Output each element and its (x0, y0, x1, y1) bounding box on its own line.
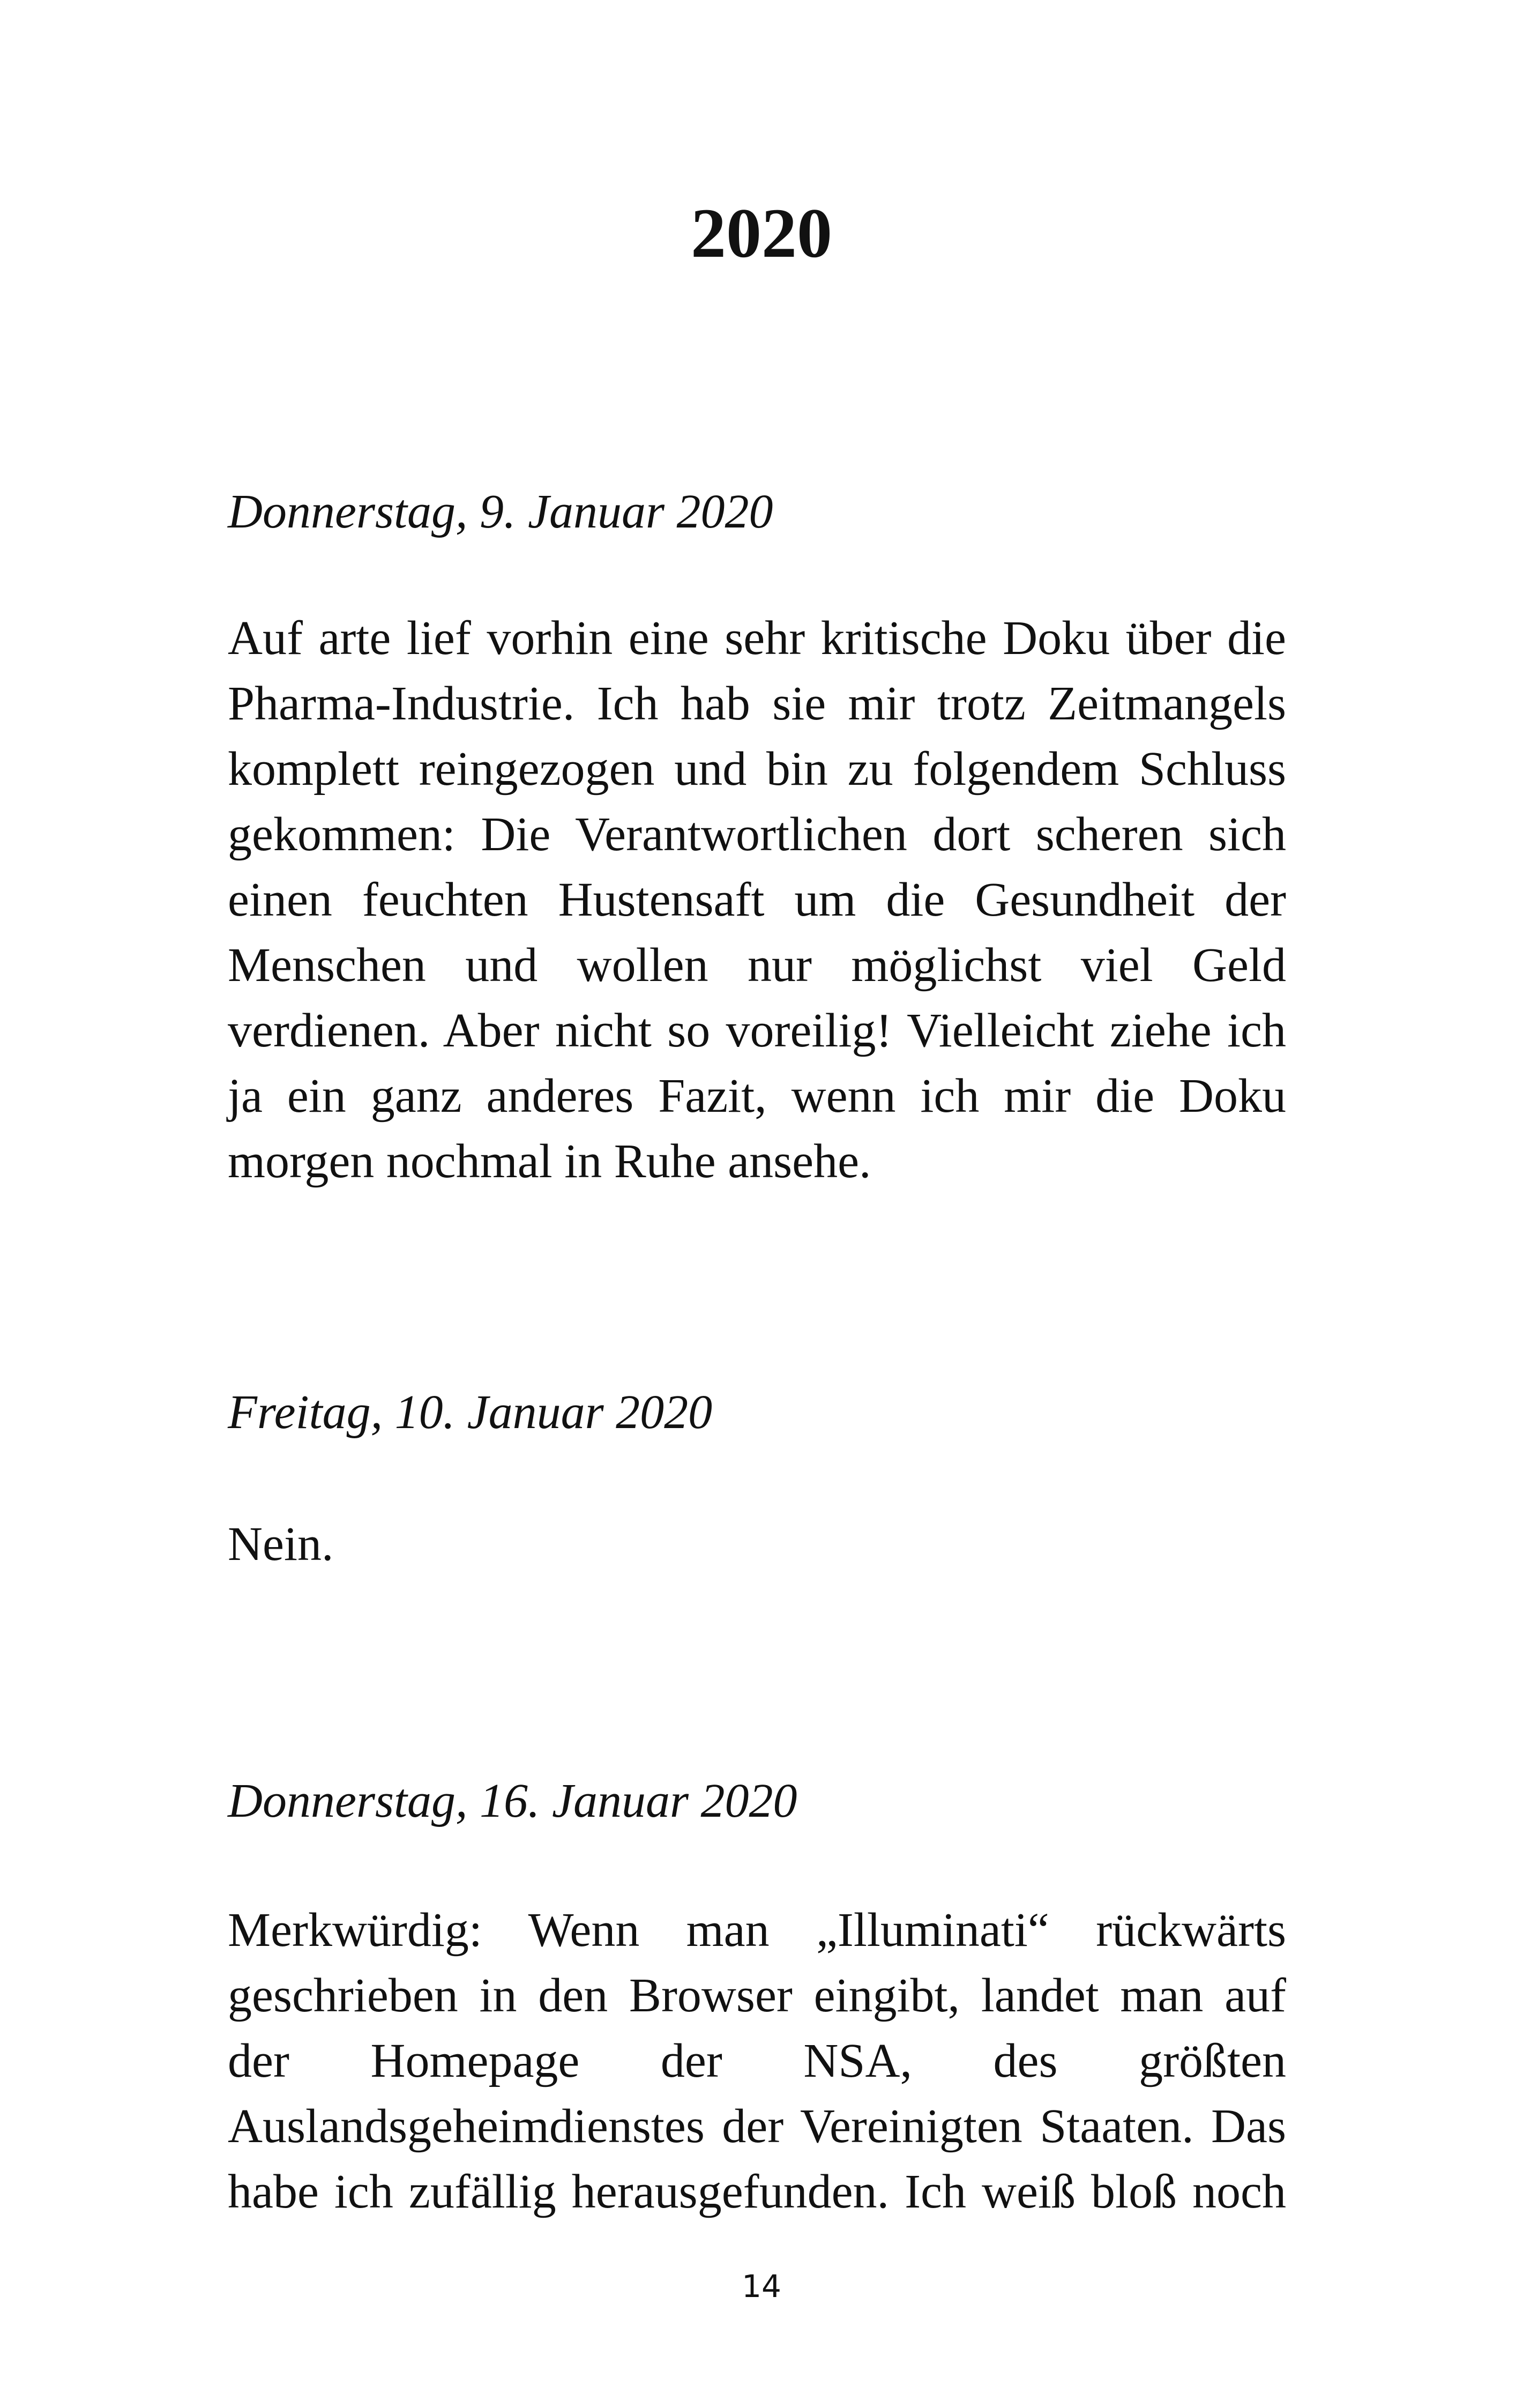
chapter-heading: 2020 (691, 194, 832, 272)
text-line: morgen nochmal in Ruhe ansehe. (228, 1135, 871, 1188)
text-line: Menschen und wollen nur möglichst viel Geld (228, 939, 1286, 992)
text-line: Nein. (228, 1518, 334, 1571)
text-line: gekommen: Die Verantwortlichen dort scheren sich (228, 808, 1286, 861)
text-line: ja ein ganz anderes Fazit, wenn ich mir die Doku (228, 1069, 1286, 1123)
text-line: habe ich zufällig herausgefunden. Ich weiß bloß noch (228, 2165, 1286, 2218)
entry-text (228, 1512, 1286, 1577)
entry-date: Donnerstag, 16. Januar 2020 (228, 1774, 797, 1827)
text-line: Auslandsgeheimdienstes der Vereinigten Staaten. Das (228, 2100, 1286, 2153)
text-line: verdienen. Aber nicht so voreilig! Vielleicht ziehe ich (228, 1004, 1286, 1057)
entry-text (228, 1898, 1286, 2225)
entry-text (228, 606, 1286, 1194)
text-line: einen feuchten Hustensaft um die Gesundheit der (228, 873, 1286, 926)
text-line: Auf arte lief vorhin eine sehr kritische Doku über die (228, 612, 1286, 665)
page-number: 14 (742, 2268, 781, 2305)
text-line: Pharma-Industrie. Ich hab sie mir trotz Zeitmangels (228, 677, 1286, 730)
entry-date: Donnerstag, 9. Januar 2020 (228, 485, 773, 538)
text-line: geschrieben in den Browser eingibt, landet man auf (228, 1969, 1286, 2022)
text-line: Merkwürdig: Wenn man „Illuminati“ rückwärts (228, 1904, 1286, 1957)
entry-date: Freitag, 10. Januar 2020 (228, 1386, 713, 1439)
text-line: komplett reingezogen und bin zu folgendem Schluss (228, 742, 1286, 796)
text-line: der Homepage der NSA, des größten (228, 2034, 1286, 2087)
